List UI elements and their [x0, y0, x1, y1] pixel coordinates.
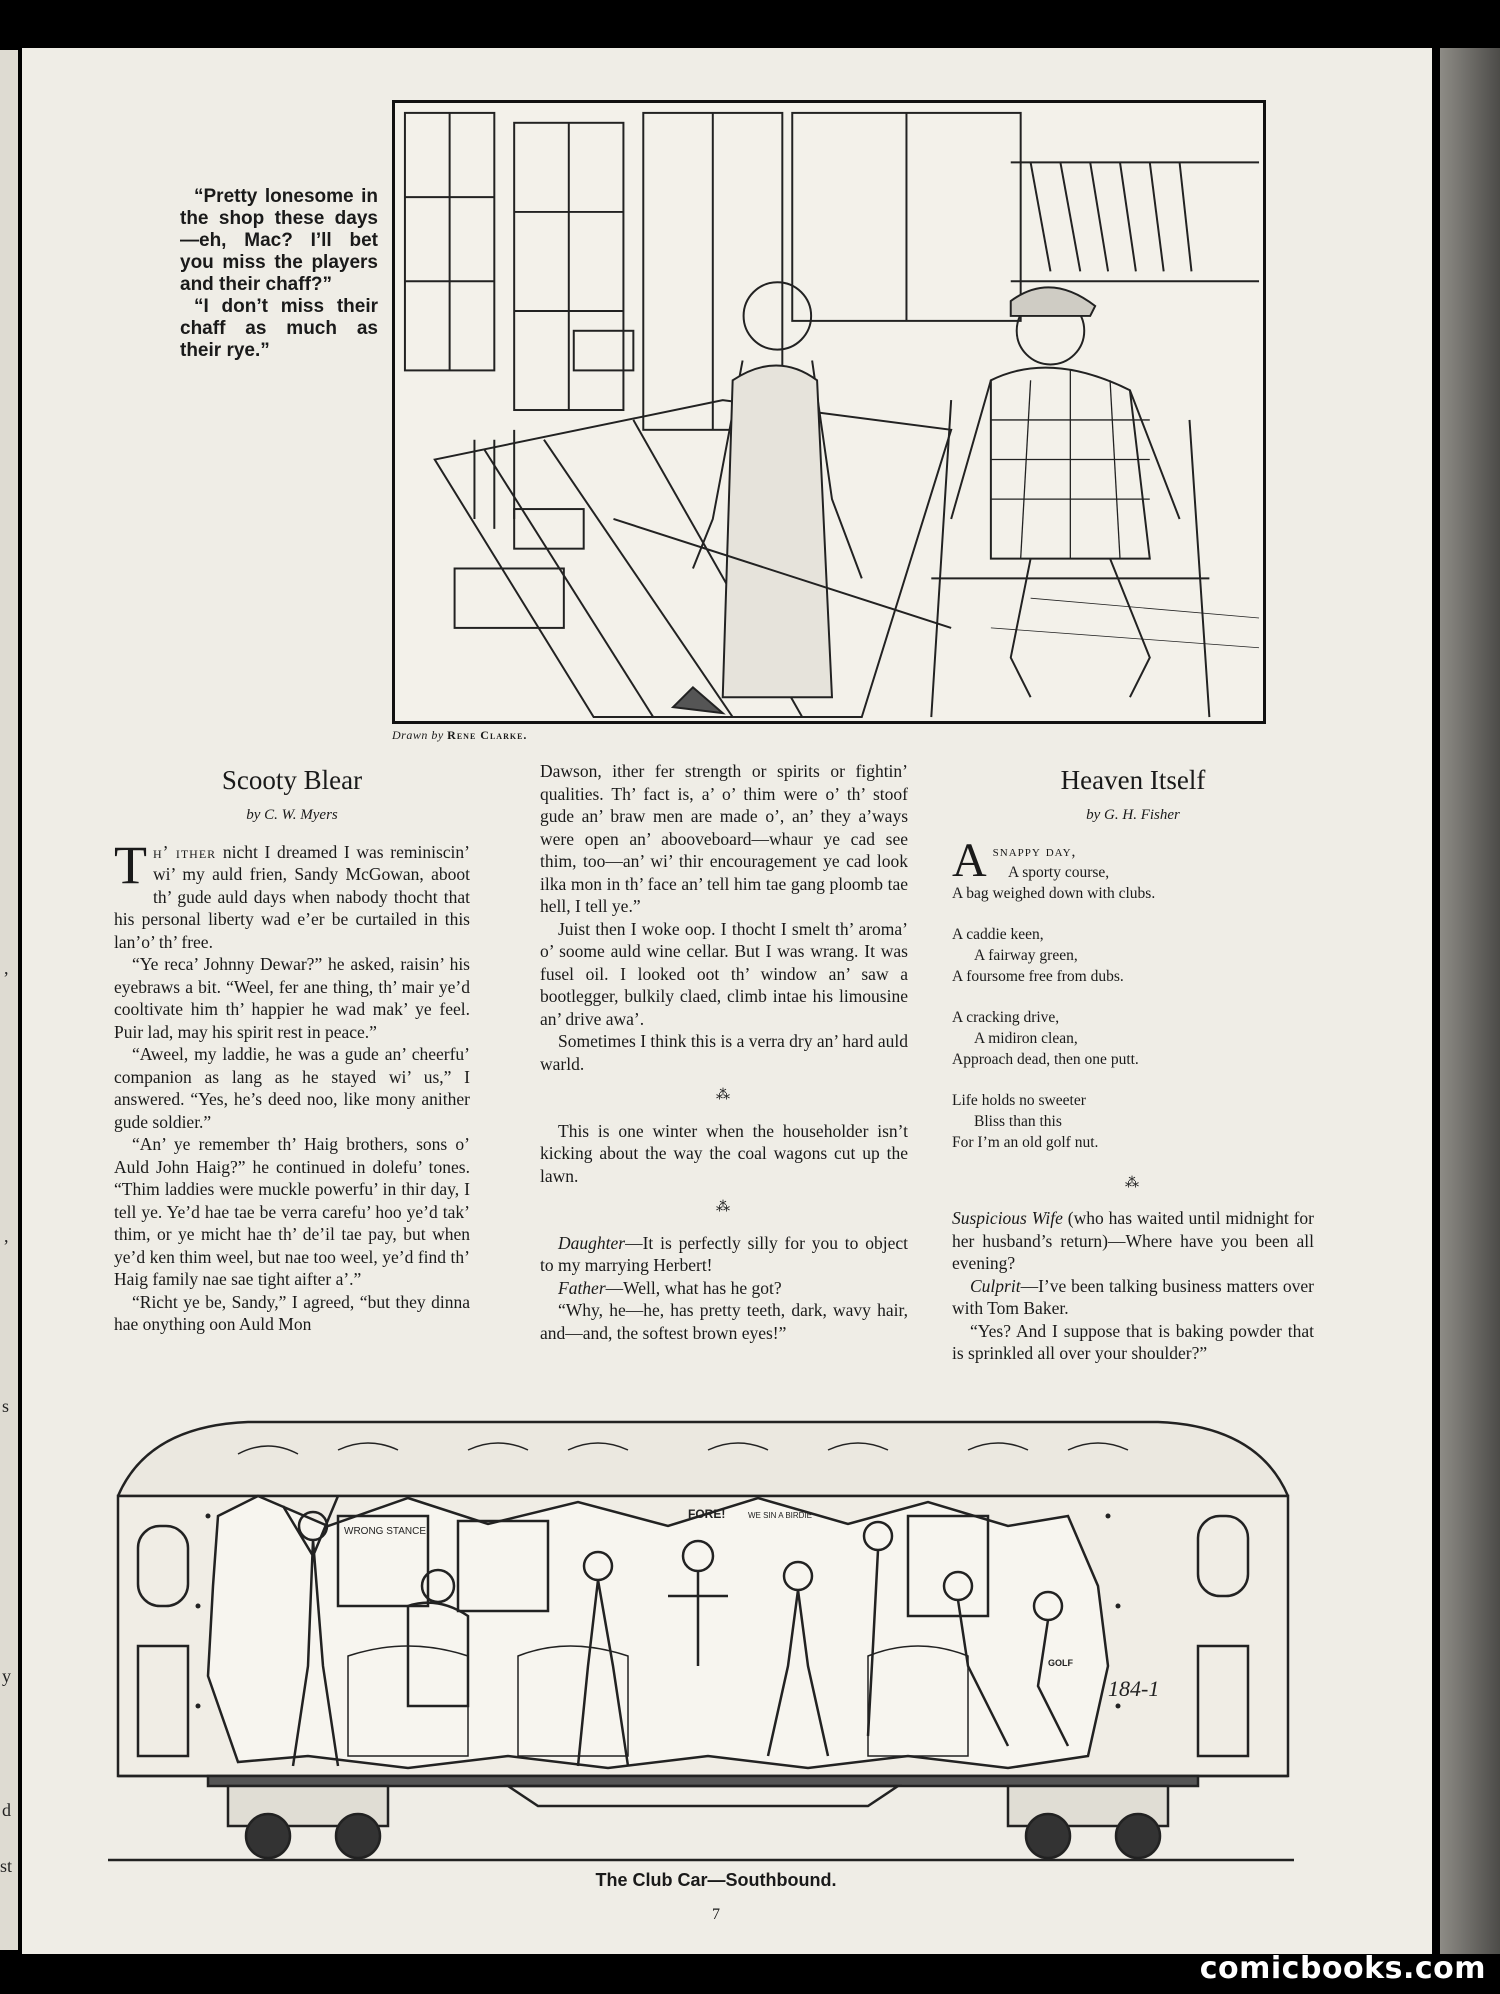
sign-fore: FORE! — [688, 1507, 726, 1521]
poem-line: Life holds no sweeter — [952, 1091, 1086, 1109]
credit-prefix: Drawn by — [392, 728, 444, 742]
drop-cap: T — [114, 834, 147, 895]
poem-line: A caddie keen, — [952, 925, 1044, 943]
opening-caps: h’ ither — [153, 841, 217, 862]
article-byline: by C. W. Myers — [246, 807, 338, 823]
facing-page-edge — [0, 50, 18, 1950]
paragraph: “An’ ye remember th’ Haig brothers, sons o’ Auld John Haig?” he continued in dolefu’ tones. “Thim laddies were muckle powerfu’ in thir day, I tell ye. Ye’d hae tae be verra carefu’ hoo ye’d tak’ thim, or ye micht hae th’ de’il tae pay, but when ye’d ken thim weel, but nae too weel, ye’d find th’ Haig family nae sae tight aifter a’.” — [114, 1134, 470, 1289]
poem-line: A cracking drive, — [952, 1008, 1060, 1026]
margin-glyph: st — [0, 1856, 13, 1876]
paragraph: “Aweel, my laddie, he was a gude an’ cheerfu’ companion as lang as he stayed wi’ us,” I answered. “Yes, he’s deed noo, like mony anither gude soldier.” — [114, 1044, 470, 1132]
poem-byline: by G. H. Fisher — [1086, 807, 1180, 823]
poem-line: Bliss than this — [974, 1112, 1062, 1130]
winter-joke: This is one winter when the householder isn’t kicking about the way the coal wagons cut up the lawn. — [540, 1120, 908, 1186]
poem — [952, 833, 1314, 1153]
margin-glyph: , — [4, 958, 9, 978]
margin-glyph: y — [2, 1666, 11, 1686]
margin-glyph: , — [4, 1226, 9, 1246]
paragraph: Juist then I woke oop. I thocht I smelt th’ aroma’ o’ soome auld wine cellar. But I was wrang. It was fusel oil. I looked oot th’ window an’ saw a bootlegger, bulkily claed, climb intae his limousine an’ drive awa’. — [540, 918, 908, 1029]
daughter-line: Daughter—It is perfectly silly for you to object to my marrying Herbert! — [540, 1232, 908, 1275]
wife-line: Suspicious Wife (who has waited until midnight for her husband’s return)—Where have you been all evening? — [952, 1208, 1314, 1273]
poem-line: A midiron clean, — [974, 1029, 1078, 1047]
car-number: 184-1 — [1108, 1676, 1160, 1701]
scooty-blear-article — [114, 760, 470, 1336]
section-separator: ⁂ — [1125, 1175, 1141, 1191]
poem-line: A sporty course, — [1008, 863, 1110, 881]
illustration-caption — [180, 186, 378, 362]
poem-line: Approach dead, then one putt. — [952, 1050, 1139, 1068]
wife-reply: “Yes? And I suppose that is baking powder that is sprinkled all over your shoulder?” — [952, 1320, 1314, 1363]
culprit-line: Culprit—I’ve been talking business matters over with Tom Baker. — [952, 1275, 1314, 1318]
golf-shop-drawing — [395, 103, 1263, 721]
caption-question: “Pretty lonesome in the shop these days—eh, Mac? I’ll bet you miss the players and their chaff?” — [180, 186, 378, 295]
speaker-daughter: Daughter — [558, 1232, 626, 1253]
sign-golf: GOLF — [1048, 1658, 1073, 1668]
heaven-itself-column — [952, 760, 1314, 1365]
poem-line: Asnappy day, — [952, 833, 1077, 887]
paragraph: “Richt ye be, Sandy,” I agreed, “but they dinna hae onything oon Auld Mon — [114, 1291, 470, 1334]
page-number: 7 — [712, 1906, 720, 1923]
stanza — [952, 1090, 1314, 1153]
paragraph: Dawson, ither fer strength or spirits or fightin’ qualities. Th’ fact is, a’ o’ thim were o’ th’ stoof gude an’ braw men are made o’, an’ they a’ways were open an’ abooveboard—whaur ye cad see thim, too—an’ wi’ thir encouragement ye cad look ilka mon in th’ face an’ tell him tae gang ploomb tae hell, I tell ye.” — [540, 761, 908, 916]
paragraph-text: nicht I dreamed I was reminiscin’ wi’ my auld frien, Sandy McGowan, aboot th’ gude auld days when nabody thocht that his personal liberty wad e’er be curtailed in this lan’o’ th’ free. — [114, 841, 470, 952]
stanza — [952, 1007, 1314, 1070]
poem-line: A bag weighed down with clubs. — [952, 884, 1156, 902]
club-car-illustration — [108, 1406, 1294, 1866]
club-car-caption: The Club Car—Southbound. — [595, 1870, 837, 1890]
sign-wrong-stance: WRONG STANCE — [344, 1526, 427, 1537]
paragraph: Sometimes I think this is a verra dry an’ hard auld warld. — [540, 1031, 908, 1074]
illustration-credit — [392, 728, 527, 743]
club-car-drawing — [108, 1406, 1294, 1866]
caption-answer: “I don’t miss their chaff as much as their rye.” — [180, 296, 378, 361]
credit-name: Rene Clarke. — [447, 728, 528, 742]
speaker-culprit: Culprit — [970, 1275, 1021, 1296]
paragraph: “Ye reca’ Johnny Dewar?” he asked, raisin’ his eyebraws a bit. “Weel, fer ane thing, th’ mair ye’d cooltivate him th’ happier he wad mak’ ye feel. Puir lad, may his spirit rest in peace.” — [114, 954, 470, 1042]
speaker-father: Father — [558, 1277, 606, 1298]
sign-birdie: WE SIN A BIRDIE — [748, 1511, 813, 1520]
golf-shop-illustration — [392, 100, 1266, 724]
poem-line: For I’m an old golf nut. — [952, 1133, 1099, 1151]
daughter-reply: “Why, he—he, has pretty teeth, dark, wavy hair, and—and, the softest brown eyes!” — [540, 1300, 908, 1343]
poem-title: Heaven Itself — [1060, 765, 1206, 795]
section-separator: ⁂ — [716, 1200, 732, 1215]
speaker-wife: Suspicious Wife — [952, 1208, 1063, 1228]
stanza — [952, 924, 1314, 987]
paragraph — [114, 834, 470, 954]
poem-line: A foursome free from dubs. — [952, 967, 1124, 985]
page-stack-edge — [1440, 48, 1500, 1954]
father-line: Father—Well, what has he got? — [558, 1277, 782, 1298]
poem-line: A fairway green, — [974, 946, 1078, 964]
margin-glyph: s — [2, 1396, 10, 1416]
stanza — [952, 833, 1314, 904]
article-title: Scooty Blear — [221, 765, 363, 795]
margin-glyph: d — [2, 1800, 11, 1820]
middle-column — [540, 760, 908, 1344]
drop-cap: A — [952, 833, 987, 887]
section-separator: ⁂ — [716, 1088, 732, 1103]
watermark: comicbooks.com — [1199, 1951, 1486, 1986]
